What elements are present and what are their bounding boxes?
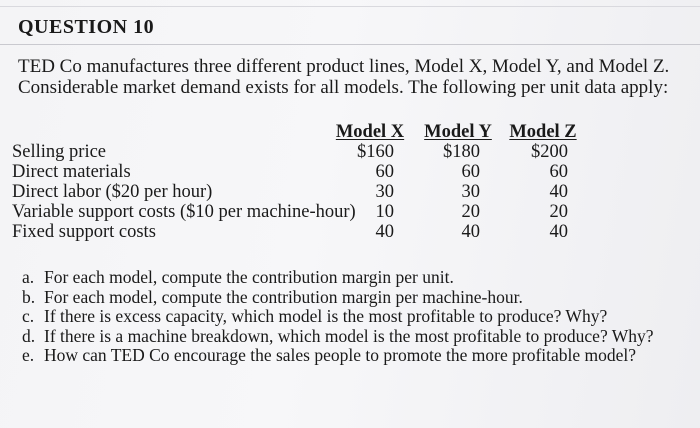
question-title: QUESTION 10	[18, 16, 155, 38]
cell-model-z: 60	[549, 162, 568, 182]
cell-model-x: $160	[357, 142, 394, 162]
part-letter: c.	[22, 306, 35, 326]
title-divider	[0, 44, 700, 45]
cell-model-x: 30	[375, 182, 394, 202]
cell-model-y: $180	[443, 142, 480, 162]
cell-model-x: 10	[375, 202, 394, 222]
top-divider	[0, 6, 700, 7]
cell-model-y: 20	[461, 202, 480, 222]
header-model-x: Model X	[335, 122, 405, 142]
intro-line-1: TED Co manufactures three different product lines, Model X, Model Y, and Model Z.	[18, 56, 670, 77]
cell-model-x: 40	[375, 222, 394, 242]
cell-model-y: 60	[461, 162, 480, 182]
cell-model-y: 40	[461, 222, 480, 242]
part-letter: a.	[22, 267, 35, 287]
row-label: Direct labor ($20 per hour)	[12, 182, 213, 202]
cell-model-z: 40	[549, 222, 568, 242]
header-model-y: Model Y	[424, 122, 492, 142]
cell-model-y: 30	[461, 182, 480, 202]
part-text: For each model, compute the contribution margin per unit.	[44, 267, 454, 287]
row-label: Fixed support costs	[12, 222, 156, 242]
part-text: How can TED Co encourage the sales people to promote the more profitable model?	[44, 345, 637, 365]
row-label: Direct materials	[12, 162, 131, 182]
part-letter: b.	[22, 286, 36, 307]
cell-model-x: 60	[375, 162, 394, 182]
row-label: Variable support costs ($10 per machine-hour)	[12, 202, 356, 222]
part-letter: e.	[22, 345, 35, 365]
part-text: If there is excess capacity, which model is the most profitable to produce? Why?	[44, 306, 608, 326]
part-text: For each model, compute the contribution margin per machine-hour.	[44, 286, 523, 307]
question-intro	[18, 56, 688, 98]
part-letter: d.	[22, 325, 36, 346]
cell-model-z: 40	[549, 182, 568, 202]
row-label: Selling price	[12, 142, 107, 162]
intro-line-2: Considerable market demand exists for all models. The following per unit data apply:	[18, 77, 669, 98]
header-model-z: Model Z	[509, 122, 577, 142]
cell-model-z: $200	[531, 142, 568, 162]
part-text: If there is a machine breakdown, which model is the most profitable to produce? Why?	[44, 325, 654, 346]
cell-model-z: 20	[549, 202, 568, 222]
